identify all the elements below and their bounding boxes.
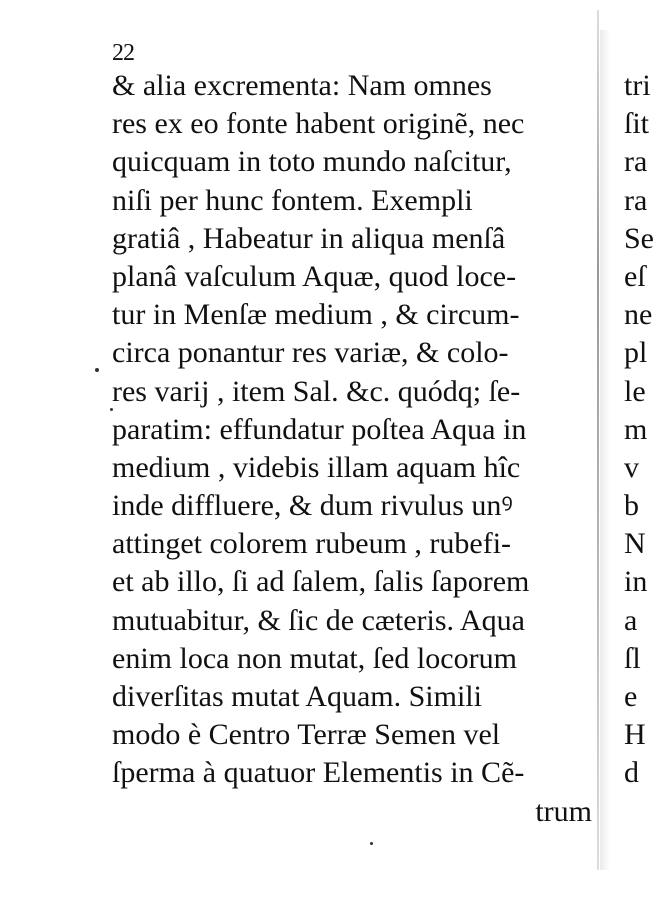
ink-speck	[370, 842, 373, 845]
fragment-line: pl	[624, 336, 648, 370]
text-line: res varij , item Sal. &c. quódq; ſe-	[112, 374, 521, 408]
fragment-line: H	[624, 718, 646, 752]
text-line: enim loca non mutat, ſed locorum	[112, 641, 517, 675]
fragment-line: v	[624, 450, 639, 484]
text-line: medium , videbis illam aquam hîc	[112, 450, 521, 484]
text-line: planâ vaſculum Aquæ, quod loce-	[112, 259, 517, 293]
fragment-line: ſit	[624, 107, 650, 141]
gutter-shadow	[600, 30, 610, 870]
text-line: et ab illo, ſi ad ſalem, ſalis ſaporem	[112, 565, 530, 599]
text-line: inde diffluere, & dum rivulus unꝰ	[112, 489, 513, 523]
ink-speck	[95, 368, 99, 372]
fragment-line: in	[624, 565, 648, 599]
text-line: gratiâ , Habeatur in aliqua menſâ	[112, 221, 506, 255]
fragment-line: tri	[624, 69, 651, 102]
fragment-line: ra	[624, 183, 648, 217]
ink-speck	[110, 408, 113, 411]
fragment-line: Se	[624, 221, 654, 255]
catchword: trum	[535, 794, 592, 828]
page-gutter	[597, 10, 599, 870]
text-line: modo è Centro Terræ Semen vel	[112, 718, 501, 752]
text-line: mutuabitur, & ſic de cæteris. Aqua	[112, 603, 525, 637]
fragment-line: e	[624, 680, 638, 713]
text-line: diverſitas mutat Aquam. Simili	[112, 680, 482, 713]
text-line: circa ponantur res variæ, & colo-	[112, 336, 509, 370]
fragment-line: ne	[624, 298, 653, 332]
fragment-line: a	[624, 603, 638, 637]
fragment-line: m	[624, 412, 648, 446]
fragment-line: le	[624, 374, 646, 408]
fragment-line: N	[624, 527, 646, 561]
facing-page-fragment	[624, 67, 658, 793]
fragment-line: b	[624, 489, 639, 523]
fragment-line: d	[624, 756, 639, 790]
text-line: attinget colorem rubeum , rubefi-	[112, 527, 512, 561]
page-number: 22	[112, 40, 134, 66]
fragment-line: eſ	[624, 259, 646, 293]
page-body-text	[112, 67, 592, 831]
text-line: ſperma à quatuor Elementis in Cẽ-	[112, 756, 525, 790]
text-line: niſi per hunc fontem. Exempli	[112, 183, 473, 217]
fragment-line: ra	[624, 145, 648, 179]
text-line: tur in Menſæ medium , & circum-	[112, 298, 520, 332]
text-line: quicquam in toto mundo naſcitur,	[112, 145, 512, 179]
text-line: res ex eo fonte habent originẽ, nec	[112, 107, 525, 141]
fragment-line: ſl	[624, 641, 641, 675]
text-line: & alia excrementa: Nam omnes	[112, 69, 492, 102]
text-line: paratim: effundatur poſtea Aqua in	[112, 412, 527, 446]
